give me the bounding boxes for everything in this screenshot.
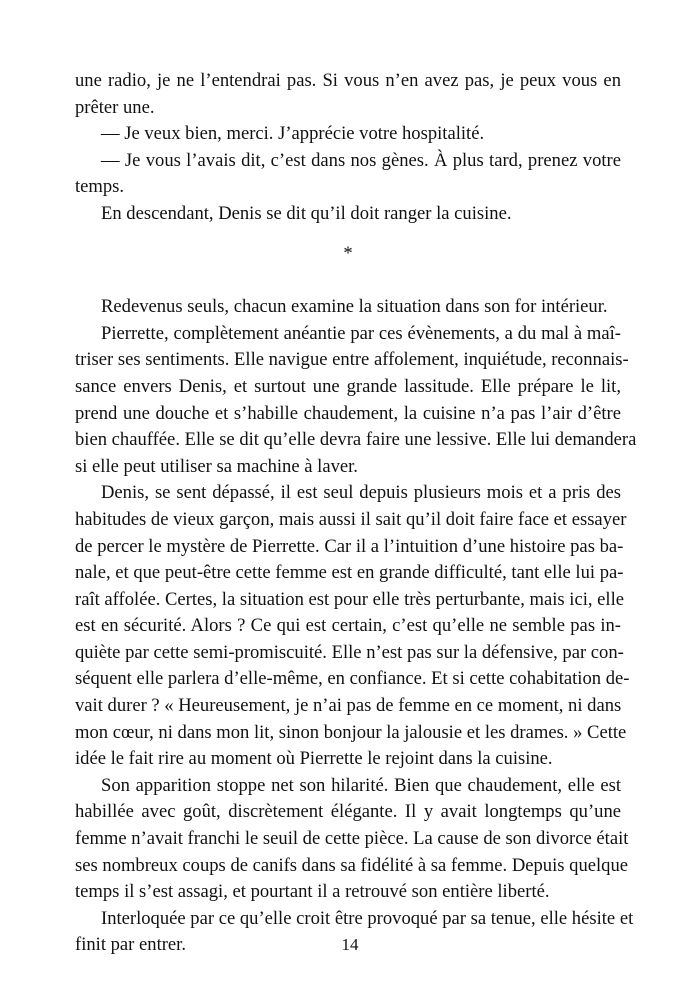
text-line: de percer le mystère de Pierrette. Car il a l’intuition d’une histoire pas ba- bbox=[75, 535, 624, 557]
text-line: habillée avec goût, discrètement élégante. Il y avait longtemps qu’une bbox=[75, 801, 621, 823]
text-line: vait durer ? « Heureusement, je n’ai pas de femme en ce moment, ni dans bbox=[75, 695, 622, 717]
dialogue-line: — Je veux bien, merci. J’apprécie votre hospitalité. bbox=[101, 123, 485, 145]
text-line: mon cœur, ni dans mon lit, sinon bonjour la jalousie et les drames. » Cette bbox=[75, 721, 627, 743]
text-line: ses nombreux coups de canifs dans sa fidélité à sa femme. Depuis quelque bbox=[75, 854, 629, 876]
text-line: si elle peut utiliser sa machine à laver. bbox=[75, 455, 358, 477]
text-line: une radio, je ne l’entendrai pas. Si vous n’en avez pas, je peux vous en bbox=[75, 70, 621, 91]
paragraph-start: Interloquée par ce qu’elle croit être provoqué par sa tenue, elle hésite et bbox=[101, 907, 634, 929]
text-line: raît affolée. Certes, la situation est pour elle très perturbante, mais ici, elle bbox=[75, 588, 625, 610]
text-line: bien chauffée. Elle se dit qu’elle devra faire une lessive. Elle lui demandera bbox=[75, 429, 637, 451]
page-number: 14 bbox=[341, 935, 359, 954]
text-line: nale, et que peut-être cette femme est en grande difficulté, tant elle lui pa- bbox=[75, 562, 624, 584]
text-line: idée le fait rire au moment où Pierrette le rejoint dans la cuisine. bbox=[75, 748, 553, 770]
dialogue-line: — Je vous l’avais dit, c’est dans nos gènes. À plus tard, prenez votre bbox=[101, 149, 621, 171]
paragraph-start: Redevenus seuls, chacun examine la situation dans son for intérieur. bbox=[101, 296, 608, 318]
text-line: triser ses sentiments. Elle navigue entre affolement, inquiétude, reconnais- bbox=[75, 349, 629, 371]
section-separator: * bbox=[343, 242, 353, 264]
text-line: habitudes de vieux garçon, mais aussi il sait qu’il doit faire face et essayer bbox=[75, 508, 627, 530]
text-line: séquent elle parlera d’elle-même, en confiance. Et si cette cohabitation de- bbox=[75, 668, 630, 690]
page-body bbox=[75, 68, 637, 959]
text-line: temps. bbox=[75, 176, 125, 198]
text-line: finit par entrer. bbox=[75, 934, 186, 956]
paragraph-start: Son apparition stoppe net son hilarité. Bien que chaudement, elle est bbox=[101, 774, 621, 796]
text-line: temps il s’est assagi, et pourtant il a retrouvé son entière liberté. bbox=[75, 881, 550, 903]
paragraph-start: Pierrette, complètement anéantie par ces évènements, a du mal à maî- bbox=[101, 322, 621, 344]
text-line: prend une douche et s’habille chaudement, la cuisine n’a pas l’air d’être bbox=[75, 402, 621, 424]
paragraph-start: En descendant, Denis se dit qu’il doit ranger la cuisine. bbox=[101, 202, 512, 224]
text-line: femme n’avait franchi le seuil de cette pièce. La cause de son divorce était bbox=[75, 828, 629, 850]
text-line: prêter une. bbox=[75, 96, 155, 118]
text-line: est en sécurité. Alors ? Ce qui est certain, c’est qu’elle ne semble pas in- bbox=[75, 615, 621, 637]
text-line: sance envers Denis, et surtout une grande lassitude. Elle prépare le lit, bbox=[75, 375, 621, 397]
text-line: quiète par cette semi-promiscuité. Elle n’est pas sur la défensive, par con- bbox=[75, 641, 624, 663]
paragraph-start: Denis, se sent dépassé, il est seul depuis plusieurs mois et a pris des bbox=[101, 482, 621, 504]
